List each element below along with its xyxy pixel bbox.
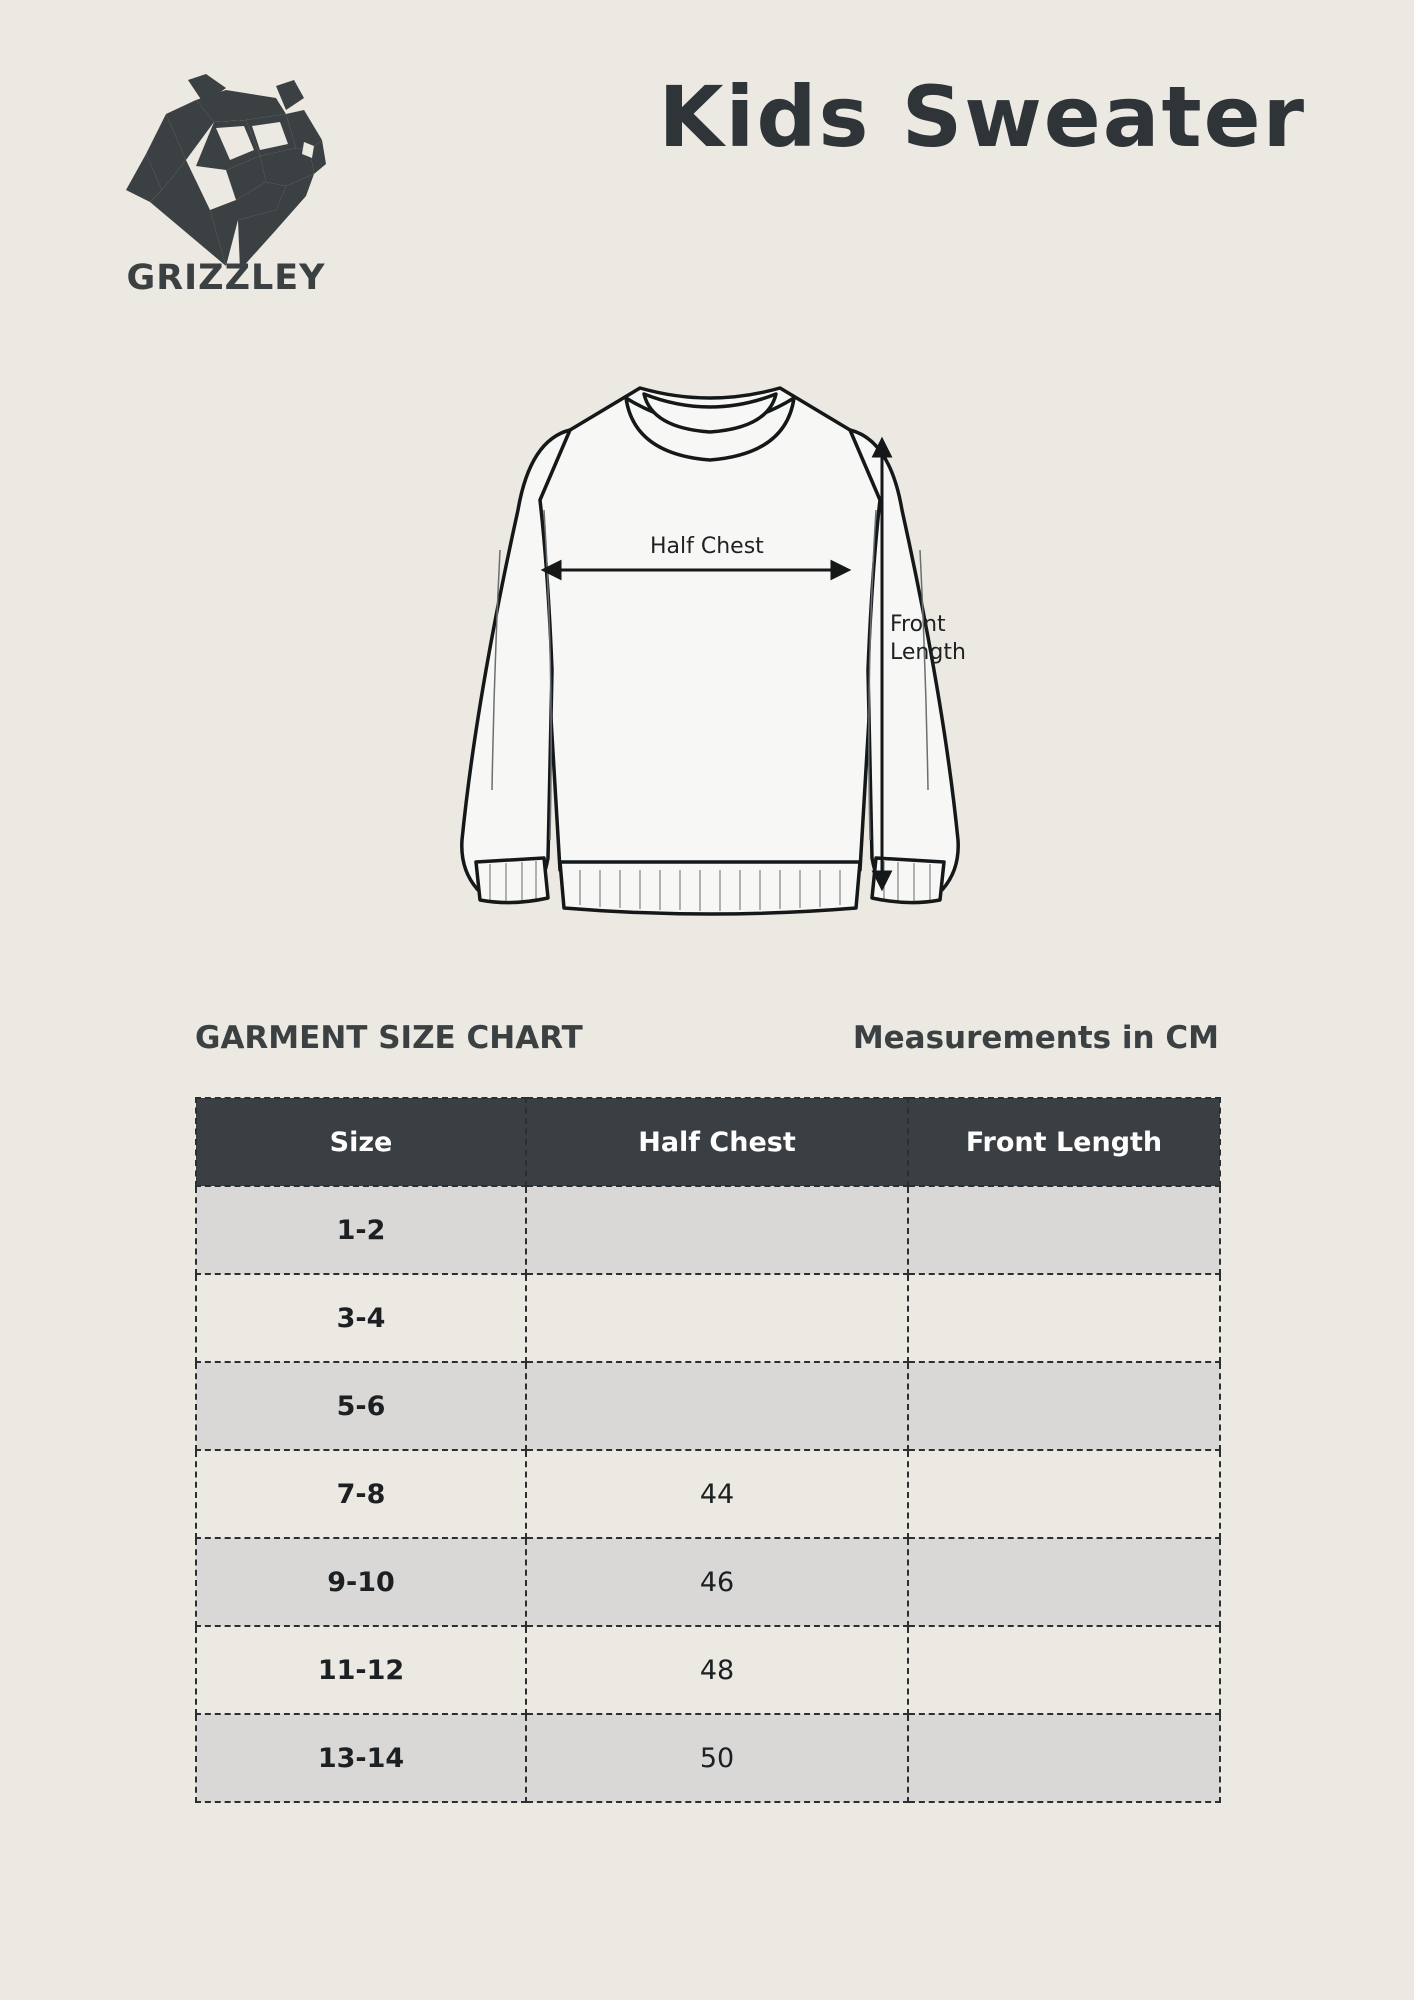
front-length-cell: [908, 1362, 1220, 1450]
table-row: [196, 1274, 1220, 1362]
half-chest-cell: 46: [526, 1538, 908, 1626]
size-chart-heading: GARMENT SIZE CHART: [195, 1020, 583, 1056]
front-length-label-line1: Front: [890, 612, 946, 637]
half-chest-cell: [526, 1274, 908, 1362]
brand-name: GRIZZLEY: [126, 258, 326, 298]
page-title: Kids Sweater: [658, 68, 1306, 166]
sweater-illustration: [440, 370, 980, 920]
front-length-cell: [908, 1626, 1220, 1714]
front-length-cell: [908, 1186, 1220, 1274]
table-row: [196, 1362, 1220, 1450]
bear-head-icon: [126, 70, 326, 270]
half-chest-cell: 44: [526, 1450, 908, 1538]
column-header-front-length: Front Length: [908, 1098, 1220, 1186]
half-chest-label: Half Chest: [650, 534, 764, 559]
half-chest-cell: 50: [526, 1714, 908, 1802]
table-row: [196, 1186, 1220, 1274]
table-row: [196, 1714, 1220, 1802]
table-row: [196, 1450, 1220, 1538]
half-chest-cell: 48: [526, 1626, 908, 1714]
front-length-cell: [908, 1538, 1220, 1626]
size-cell: 1-2: [196, 1186, 526, 1274]
size-cell: 5-6: [196, 1362, 526, 1450]
size-cell: 3-4: [196, 1274, 526, 1362]
front-length-label-line2: Length: [890, 640, 966, 665]
table-header-row: [196, 1098, 1220, 1186]
measurement-units-note: Measurements in CM: [852, 1020, 1219, 1056]
table-row: [196, 1538, 1220, 1626]
size-cell: 11-12: [196, 1626, 526, 1714]
front-length-cell: [908, 1714, 1220, 1802]
half-chest-cell: [526, 1362, 908, 1450]
front-length-cell: [908, 1274, 1220, 1362]
column-header-size: Size: [196, 1098, 526, 1186]
front-length-cell: [908, 1450, 1220, 1538]
half-chest-cell: [526, 1186, 908, 1274]
size-chart-table: [195, 1097, 1221, 1803]
table-row: [196, 1626, 1220, 1714]
size-cell: 9-10: [196, 1538, 526, 1626]
size-cell: 13-14: [196, 1714, 526, 1802]
size-cell: 7-8: [196, 1450, 526, 1538]
column-header-half-chest: Half Chest: [526, 1098, 908, 1186]
